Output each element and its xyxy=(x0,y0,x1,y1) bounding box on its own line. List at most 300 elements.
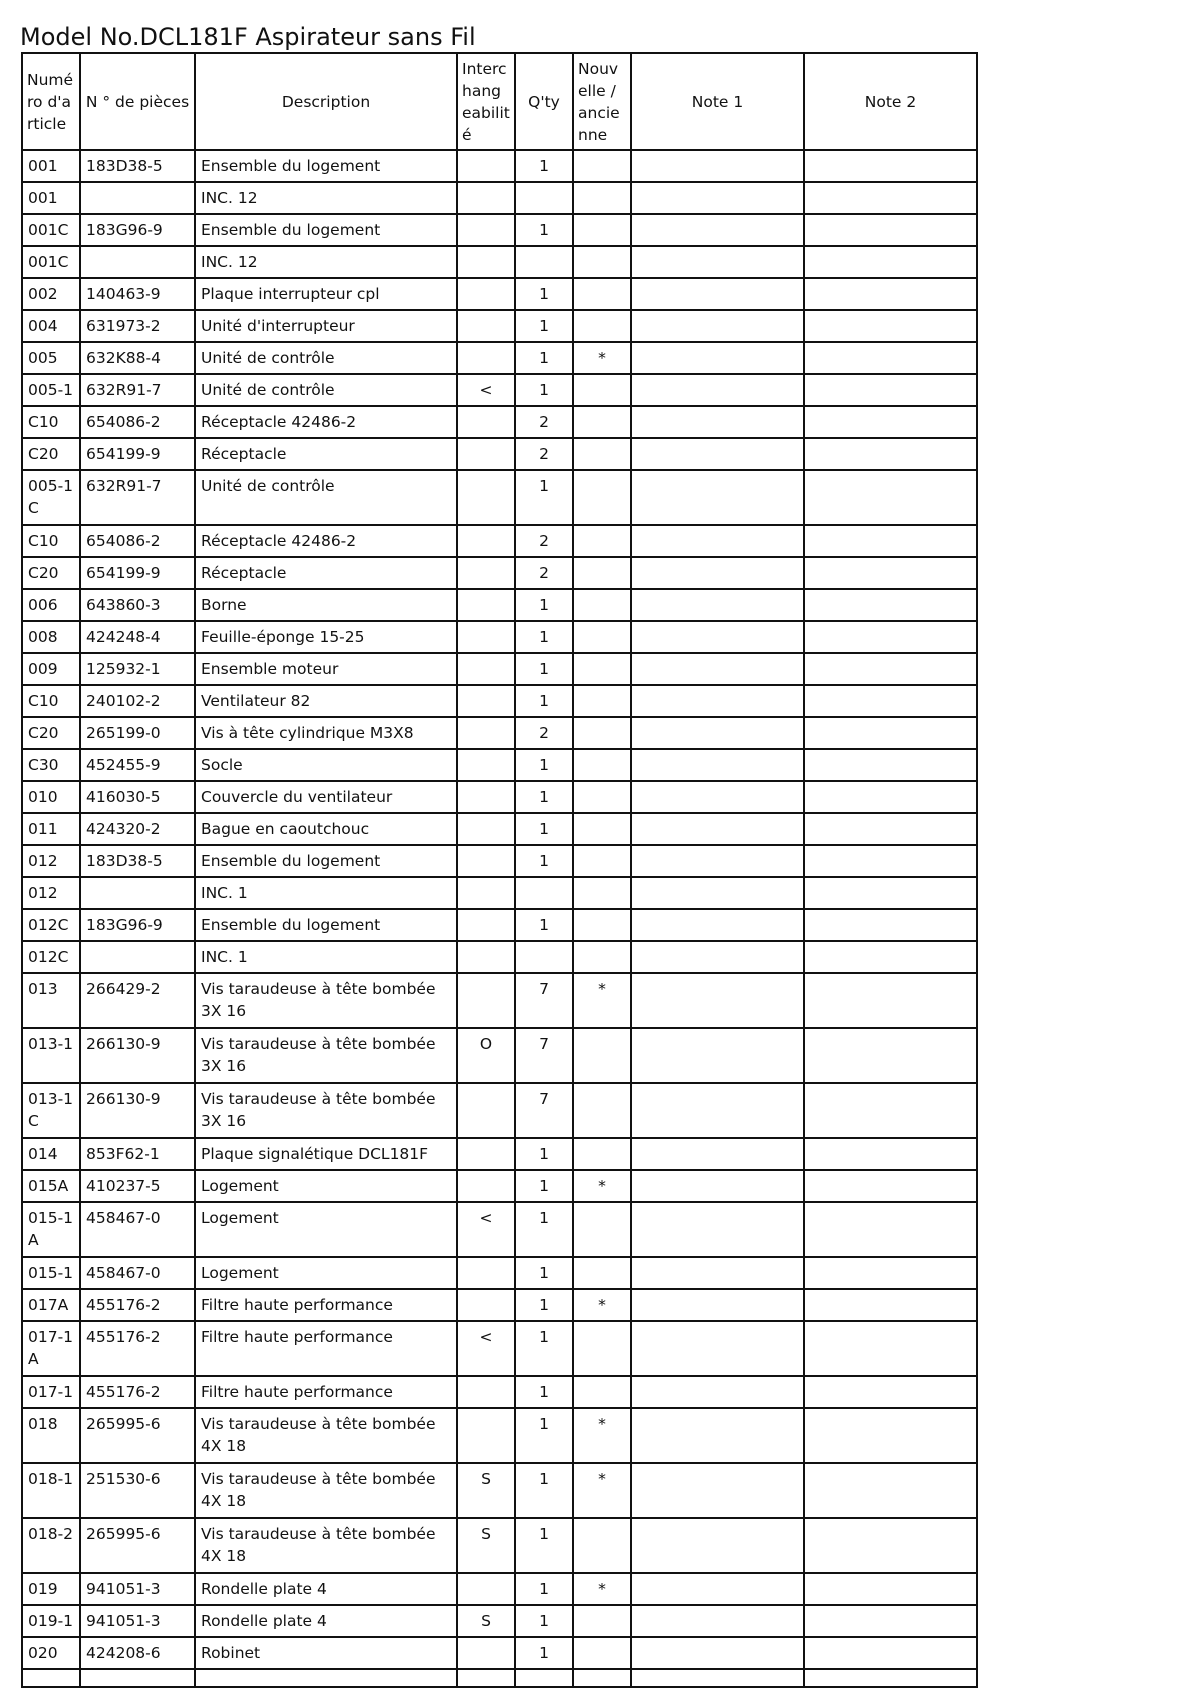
item-number-cell: 001 xyxy=(22,150,80,182)
note-2-cell xyxy=(804,310,977,342)
description-cell: Filtre haute performance xyxy=(195,1289,457,1321)
description-cell: Ensemble moteur xyxy=(195,653,457,685)
interchangeability-cell xyxy=(457,845,515,877)
interchangeability-cell: < xyxy=(457,374,515,406)
interchangeability-cell xyxy=(457,653,515,685)
table-row xyxy=(22,717,977,749)
table-row xyxy=(22,1138,977,1170)
interchangeability-cell xyxy=(457,621,515,653)
new-old-cell xyxy=(573,717,631,749)
item-number-cell: 006 xyxy=(22,589,80,621)
table-row xyxy=(22,973,977,1028)
note-1-cell xyxy=(631,310,804,342)
table-row xyxy=(22,342,977,374)
table-cell xyxy=(631,1669,804,1687)
interchangeability-cell xyxy=(457,1083,515,1138)
description-cell: Borne xyxy=(195,589,457,621)
item-number-cell: 015-1 A xyxy=(22,1202,80,1257)
note-2-cell xyxy=(804,557,977,589)
note-2-cell xyxy=(804,1028,977,1083)
quantity-cell: 7 xyxy=(515,973,573,1028)
note-2-cell xyxy=(804,525,977,557)
quantity-cell: 1 xyxy=(515,470,573,525)
part-number-cell: 632R91-7 xyxy=(80,374,195,406)
part-number-cell: 265199-0 xyxy=(80,717,195,749)
part-number-cell xyxy=(80,941,195,973)
quantity-cell: 2 xyxy=(515,525,573,557)
description-cell: Réceptacle xyxy=(195,438,457,470)
note-2-cell xyxy=(804,973,977,1028)
quantity-cell: 1 xyxy=(515,1573,573,1605)
header-description: Description xyxy=(195,53,457,150)
new-old-cell xyxy=(573,1138,631,1170)
table-row xyxy=(22,1637,977,1669)
note-2-cell xyxy=(804,1257,977,1289)
note-1-cell xyxy=(631,1408,804,1463)
note-1-cell xyxy=(631,941,804,973)
page-title: Model No.DCL181F Aspirateur sans Fil xyxy=(20,23,476,51)
part-number-cell: 266130-9 xyxy=(80,1028,195,1083)
description-cell: Bague en caoutchouc xyxy=(195,813,457,845)
quantity-cell xyxy=(515,182,573,214)
part-number-cell: 265995-6 xyxy=(80,1408,195,1463)
item-number-cell: 009 xyxy=(22,653,80,685)
interchangeability-cell: O xyxy=(457,1028,515,1083)
quantity-cell: 7 xyxy=(515,1083,573,1138)
note-2-cell xyxy=(804,845,977,877)
part-number-cell: 643860-3 xyxy=(80,589,195,621)
note-1-cell xyxy=(631,438,804,470)
note-2-cell xyxy=(804,278,977,310)
note-2-cell xyxy=(804,246,977,278)
description-cell: Feuille-éponge 15-25 xyxy=(195,621,457,653)
part-number-cell: 632K88-4 xyxy=(80,342,195,374)
quantity-cell: 1 xyxy=(515,749,573,781)
part-number-cell: 416030-5 xyxy=(80,781,195,813)
description-cell: Vis taraudeuse à tête bombée 4X 18 xyxy=(195,1518,457,1573)
table-row xyxy=(22,1202,977,1257)
item-number-cell: 017A xyxy=(22,1289,80,1321)
part-number-cell: 183D38-5 xyxy=(80,150,195,182)
item-number-cell: 012 xyxy=(22,845,80,877)
note-2-cell xyxy=(804,941,977,973)
description-cell: Filtre haute performance xyxy=(195,1321,457,1376)
quantity-cell: 1 xyxy=(515,310,573,342)
interchangeability-cell xyxy=(457,1573,515,1605)
quantity-cell: 1 xyxy=(515,1170,573,1202)
new-old-cell xyxy=(573,1083,631,1138)
part-number-cell: 455176-2 xyxy=(80,1289,195,1321)
item-number-cell: C30 xyxy=(22,749,80,781)
description-cell: Plaque signalétique DCL181F xyxy=(195,1138,457,1170)
note-1-cell xyxy=(631,182,804,214)
note-2-cell xyxy=(804,1408,977,1463)
interchangeability-cell xyxy=(457,589,515,621)
new-old-cell xyxy=(573,278,631,310)
note-1-cell xyxy=(631,1289,804,1321)
item-number-cell: 019-1 xyxy=(22,1605,80,1637)
description-cell: Ensemble du logement xyxy=(195,214,457,246)
quantity-cell: 1 xyxy=(515,1605,573,1637)
note-1-cell xyxy=(631,470,804,525)
table-row xyxy=(22,246,977,278)
quantity-cell: 1 xyxy=(515,1321,573,1376)
description-cell: INC. 12 xyxy=(195,182,457,214)
table-cell xyxy=(457,1669,515,1687)
new-old-cell xyxy=(573,941,631,973)
interchangeability-cell xyxy=(457,1289,515,1321)
interchangeability-cell xyxy=(457,310,515,342)
description-cell: INC. 12 xyxy=(195,246,457,278)
new-old-cell xyxy=(573,438,631,470)
description-cell: Filtre haute performance xyxy=(195,1376,457,1408)
note-1-cell xyxy=(631,685,804,717)
description-cell: Vis à tête cylindrique M3X8 xyxy=(195,717,457,749)
note-1-cell xyxy=(631,1376,804,1408)
note-2-cell xyxy=(804,1573,977,1605)
quantity-cell: 1 xyxy=(515,150,573,182)
new-old-cell xyxy=(573,1321,631,1376)
interchangeability-cell xyxy=(457,214,515,246)
description-cell: Réceptacle 42486-2 xyxy=(195,406,457,438)
part-number-cell: 654199-9 xyxy=(80,438,195,470)
part-number-cell: 631973-2 xyxy=(80,310,195,342)
table-row xyxy=(22,685,977,717)
interchangeability-cell xyxy=(457,557,515,589)
table-row xyxy=(22,310,977,342)
table-row xyxy=(22,1257,977,1289)
quantity-cell xyxy=(515,941,573,973)
item-number-cell: 014 xyxy=(22,1138,80,1170)
item-number-cell: C10 xyxy=(22,406,80,438)
note-2-cell xyxy=(804,781,977,813)
item-number-cell: C20 xyxy=(22,557,80,589)
description-cell: Unité de contrôle xyxy=(195,342,457,374)
new-old-cell xyxy=(573,406,631,438)
header-quantity: Q'ty xyxy=(515,53,573,150)
table-row xyxy=(22,877,977,909)
interchangeability-cell xyxy=(457,973,515,1028)
new-old-cell: * xyxy=(573,1289,631,1321)
part-number-cell: 183G96-9 xyxy=(80,909,195,941)
table-row xyxy=(22,1170,977,1202)
part-number-cell: 251530-6 xyxy=(80,1463,195,1518)
new-old-cell xyxy=(573,621,631,653)
part-number-cell: 125932-1 xyxy=(80,653,195,685)
part-number-cell: 632R91-7 xyxy=(80,470,195,525)
description-cell: Rondelle plate 4 xyxy=(195,1573,457,1605)
table-row xyxy=(22,1463,977,1518)
part-number-cell: 455176-2 xyxy=(80,1321,195,1376)
interchangeability-cell xyxy=(457,1257,515,1289)
description-cell: Vis taraudeuse à tête bombée 4X 18 xyxy=(195,1408,457,1463)
item-number-cell: C10 xyxy=(22,525,80,557)
note-2-cell xyxy=(804,1138,977,1170)
part-number-cell: 424320-2 xyxy=(80,813,195,845)
description-cell: Socle xyxy=(195,749,457,781)
item-number-cell: 013-1 xyxy=(22,1028,80,1083)
new-old-cell: * xyxy=(573,1408,631,1463)
interchangeability-cell xyxy=(457,909,515,941)
note-2-cell xyxy=(804,150,977,182)
note-2-cell xyxy=(804,374,977,406)
description-cell: Unité de contrôle xyxy=(195,470,457,525)
note-2-cell xyxy=(804,685,977,717)
item-number-cell: 020 xyxy=(22,1637,80,1669)
description-cell: Vis taraudeuse à tête bombée 3X 16 xyxy=(195,973,457,1028)
note-2-cell xyxy=(804,1518,977,1573)
item-number-cell: 015-1 xyxy=(22,1257,80,1289)
quantity-cell: 1 xyxy=(515,685,573,717)
new-old-cell xyxy=(573,310,631,342)
table-row xyxy=(22,557,977,589)
note-2-cell xyxy=(804,653,977,685)
part-number-cell: 424248-4 xyxy=(80,621,195,653)
item-number-cell: 012C xyxy=(22,909,80,941)
note-2-cell xyxy=(804,877,977,909)
interchangeability-cell: S xyxy=(457,1463,515,1518)
note-1-cell xyxy=(631,1028,804,1083)
quantity-cell: 2 xyxy=(515,406,573,438)
quantity-cell: 1 xyxy=(515,1138,573,1170)
interchangeability-cell xyxy=(457,406,515,438)
part-number-cell: 458467-0 xyxy=(80,1202,195,1257)
new-old-cell xyxy=(573,470,631,525)
part-number-cell: 265995-6 xyxy=(80,1518,195,1573)
interchangeability-cell xyxy=(457,1408,515,1463)
note-1-cell xyxy=(631,406,804,438)
part-number-cell: 410237-5 xyxy=(80,1170,195,1202)
item-number-cell: 008 xyxy=(22,621,80,653)
note-1-cell xyxy=(631,653,804,685)
part-number-cell: 455176-2 xyxy=(80,1376,195,1408)
interchangeability-cell xyxy=(457,813,515,845)
table-row xyxy=(22,1321,977,1376)
description-cell: Unité de contrôle xyxy=(195,374,457,406)
description-cell: Vis taraudeuse à tête bombée 4X 18 xyxy=(195,1463,457,1518)
description-cell: Unité d'interrupteur xyxy=(195,310,457,342)
note-2-cell xyxy=(804,749,977,781)
quantity-cell: 1 xyxy=(515,1202,573,1257)
note-1-cell xyxy=(631,1321,804,1376)
table-cell xyxy=(804,1669,977,1687)
note-1-cell xyxy=(631,278,804,310)
quantity-cell: 1 xyxy=(515,813,573,845)
description-cell: Plaque interrupteur cpl xyxy=(195,278,457,310)
table-row xyxy=(22,1083,977,1138)
description-cell: Ensemble du logement xyxy=(195,909,457,941)
item-number-cell: 004 xyxy=(22,310,80,342)
new-old-cell xyxy=(573,182,631,214)
new-old-cell xyxy=(573,1637,631,1669)
interchangeability-cell: < xyxy=(457,1202,515,1257)
note-1-cell xyxy=(631,1518,804,1573)
table-cell xyxy=(573,1669,631,1687)
item-number-cell: 001C xyxy=(22,246,80,278)
part-number-cell: 654086-2 xyxy=(80,406,195,438)
table-cell xyxy=(195,1669,457,1687)
note-2-cell xyxy=(804,1289,977,1321)
new-old-cell xyxy=(573,813,631,845)
new-old-cell: * xyxy=(573,342,631,374)
new-old-cell: * xyxy=(573,1573,631,1605)
description-cell: Réceptacle xyxy=(195,557,457,589)
table-row xyxy=(22,214,977,246)
new-old-cell xyxy=(573,781,631,813)
item-number-cell: 017-1 xyxy=(22,1376,80,1408)
note-2-cell xyxy=(804,1321,977,1376)
note-1-cell xyxy=(631,589,804,621)
new-old-cell xyxy=(573,749,631,781)
note-2-cell xyxy=(804,214,977,246)
item-number-cell: 001 xyxy=(22,182,80,214)
interchangeability-cell xyxy=(457,438,515,470)
note-1-cell xyxy=(631,1637,804,1669)
new-old-cell xyxy=(573,845,631,877)
part-number-cell: 654086-2 xyxy=(80,525,195,557)
part-number-cell: 424208-6 xyxy=(80,1637,195,1669)
description-cell: Ensemble du logement xyxy=(195,150,457,182)
quantity-cell: 1 xyxy=(515,845,573,877)
table-row xyxy=(22,1573,977,1605)
quantity-cell: 7 xyxy=(515,1028,573,1083)
note-2-cell xyxy=(804,621,977,653)
new-old-cell xyxy=(573,557,631,589)
new-old-cell xyxy=(573,1605,631,1637)
new-old-cell xyxy=(573,1202,631,1257)
quantity-cell: 1 xyxy=(515,909,573,941)
description-cell: Robinet xyxy=(195,1637,457,1669)
quantity-cell: 1 xyxy=(515,1289,573,1321)
new-old-cell xyxy=(573,653,631,685)
item-number-cell: 005-1 C xyxy=(22,470,80,525)
item-number-cell: 018-1 xyxy=(22,1463,80,1518)
quantity-cell: 2 xyxy=(515,717,573,749)
quantity-cell: 1 xyxy=(515,1408,573,1463)
new-old-cell xyxy=(573,589,631,621)
note-2-cell xyxy=(804,589,977,621)
description-cell: INC. 1 xyxy=(195,877,457,909)
table-row xyxy=(22,470,977,525)
new-old-cell xyxy=(573,685,631,717)
item-number-cell: 018-2 xyxy=(22,1518,80,1573)
interchangeability-cell xyxy=(457,1637,515,1669)
note-2-cell xyxy=(804,438,977,470)
new-old-cell xyxy=(573,150,631,182)
note-2-cell xyxy=(804,1202,977,1257)
header-note-1: Note 1 xyxy=(631,53,804,150)
note-1-cell xyxy=(631,1605,804,1637)
interchangeability-cell xyxy=(457,342,515,374)
quantity-cell: 2 xyxy=(515,438,573,470)
item-number-cell: 005 xyxy=(22,342,80,374)
description-cell: INC. 1 xyxy=(195,941,457,973)
interchangeability-cell xyxy=(457,470,515,525)
part-number-cell: 654199-9 xyxy=(80,557,195,589)
new-old-cell xyxy=(573,214,631,246)
item-number-cell: 001C xyxy=(22,214,80,246)
table-row xyxy=(22,406,977,438)
table-body xyxy=(22,150,977,1687)
interchangeability-cell xyxy=(457,525,515,557)
note-2-cell xyxy=(804,1083,977,1138)
note-1-cell xyxy=(631,781,804,813)
table-row xyxy=(22,1408,977,1463)
note-2-cell xyxy=(804,717,977,749)
table-row xyxy=(22,749,977,781)
note-1-cell xyxy=(631,214,804,246)
table-row xyxy=(22,525,977,557)
note-1-cell xyxy=(631,813,804,845)
description-cell: Ensemble du logement xyxy=(195,845,457,877)
note-2-cell xyxy=(804,813,977,845)
item-number-cell: 018 xyxy=(22,1408,80,1463)
quantity-cell: 1 xyxy=(515,1463,573,1518)
note-1-cell xyxy=(631,877,804,909)
new-old-cell: * xyxy=(573,1170,631,1202)
note-1-cell xyxy=(631,1170,804,1202)
note-1-cell xyxy=(631,717,804,749)
new-old-cell xyxy=(573,1376,631,1408)
table-row xyxy=(22,653,977,685)
new-old-cell xyxy=(573,1518,631,1573)
table-row xyxy=(22,278,977,310)
note-1-cell xyxy=(631,909,804,941)
note-1-cell xyxy=(631,1083,804,1138)
new-old-cell: * xyxy=(573,1463,631,1518)
note-1-cell xyxy=(631,342,804,374)
note-2-cell xyxy=(804,1605,977,1637)
description-cell: Logement xyxy=(195,1202,457,1257)
header-part-number: N ° de pièces xyxy=(80,53,195,150)
interchangeability-cell xyxy=(457,278,515,310)
interchangeability-cell: S xyxy=(457,1518,515,1573)
quantity-cell xyxy=(515,246,573,278)
note-2-cell xyxy=(804,1637,977,1669)
part-number-cell: 458467-0 xyxy=(80,1257,195,1289)
table-row xyxy=(22,1605,977,1637)
item-number-cell: 015A xyxy=(22,1170,80,1202)
table-row xyxy=(22,621,977,653)
note-1-cell xyxy=(631,374,804,406)
note-2-cell xyxy=(804,1170,977,1202)
item-number-cell: 017-1 A xyxy=(22,1321,80,1376)
table-row xyxy=(22,1028,977,1083)
part-number-cell: 853F62-1 xyxy=(80,1138,195,1170)
note-1-cell xyxy=(631,749,804,781)
quantity-cell: 1 xyxy=(515,214,573,246)
table-row xyxy=(22,1289,977,1321)
item-number-cell: 010 xyxy=(22,781,80,813)
part-number-cell: 140463-9 xyxy=(80,278,195,310)
quantity-cell: 1 xyxy=(515,781,573,813)
item-number-cell: 013 xyxy=(22,973,80,1028)
table-cell xyxy=(515,1669,573,1687)
header-new-old: Nouv elle / ancie nne xyxy=(573,53,631,150)
note-2-cell xyxy=(804,342,977,374)
description-cell: Rondelle plate 4 xyxy=(195,1605,457,1637)
note-1-cell xyxy=(631,1573,804,1605)
description-cell: Vis taraudeuse à tête bombée 3X 16 xyxy=(195,1028,457,1083)
note-1-cell xyxy=(631,621,804,653)
item-number-cell: 012 xyxy=(22,877,80,909)
item-number-cell: C20 xyxy=(22,717,80,749)
table-row xyxy=(22,150,977,182)
quantity-cell: 1 xyxy=(515,278,573,310)
quantity-cell: 1 xyxy=(515,589,573,621)
note-2-cell xyxy=(804,1463,977,1518)
quantity-cell: 1 xyxy=(515,374,573,406)
